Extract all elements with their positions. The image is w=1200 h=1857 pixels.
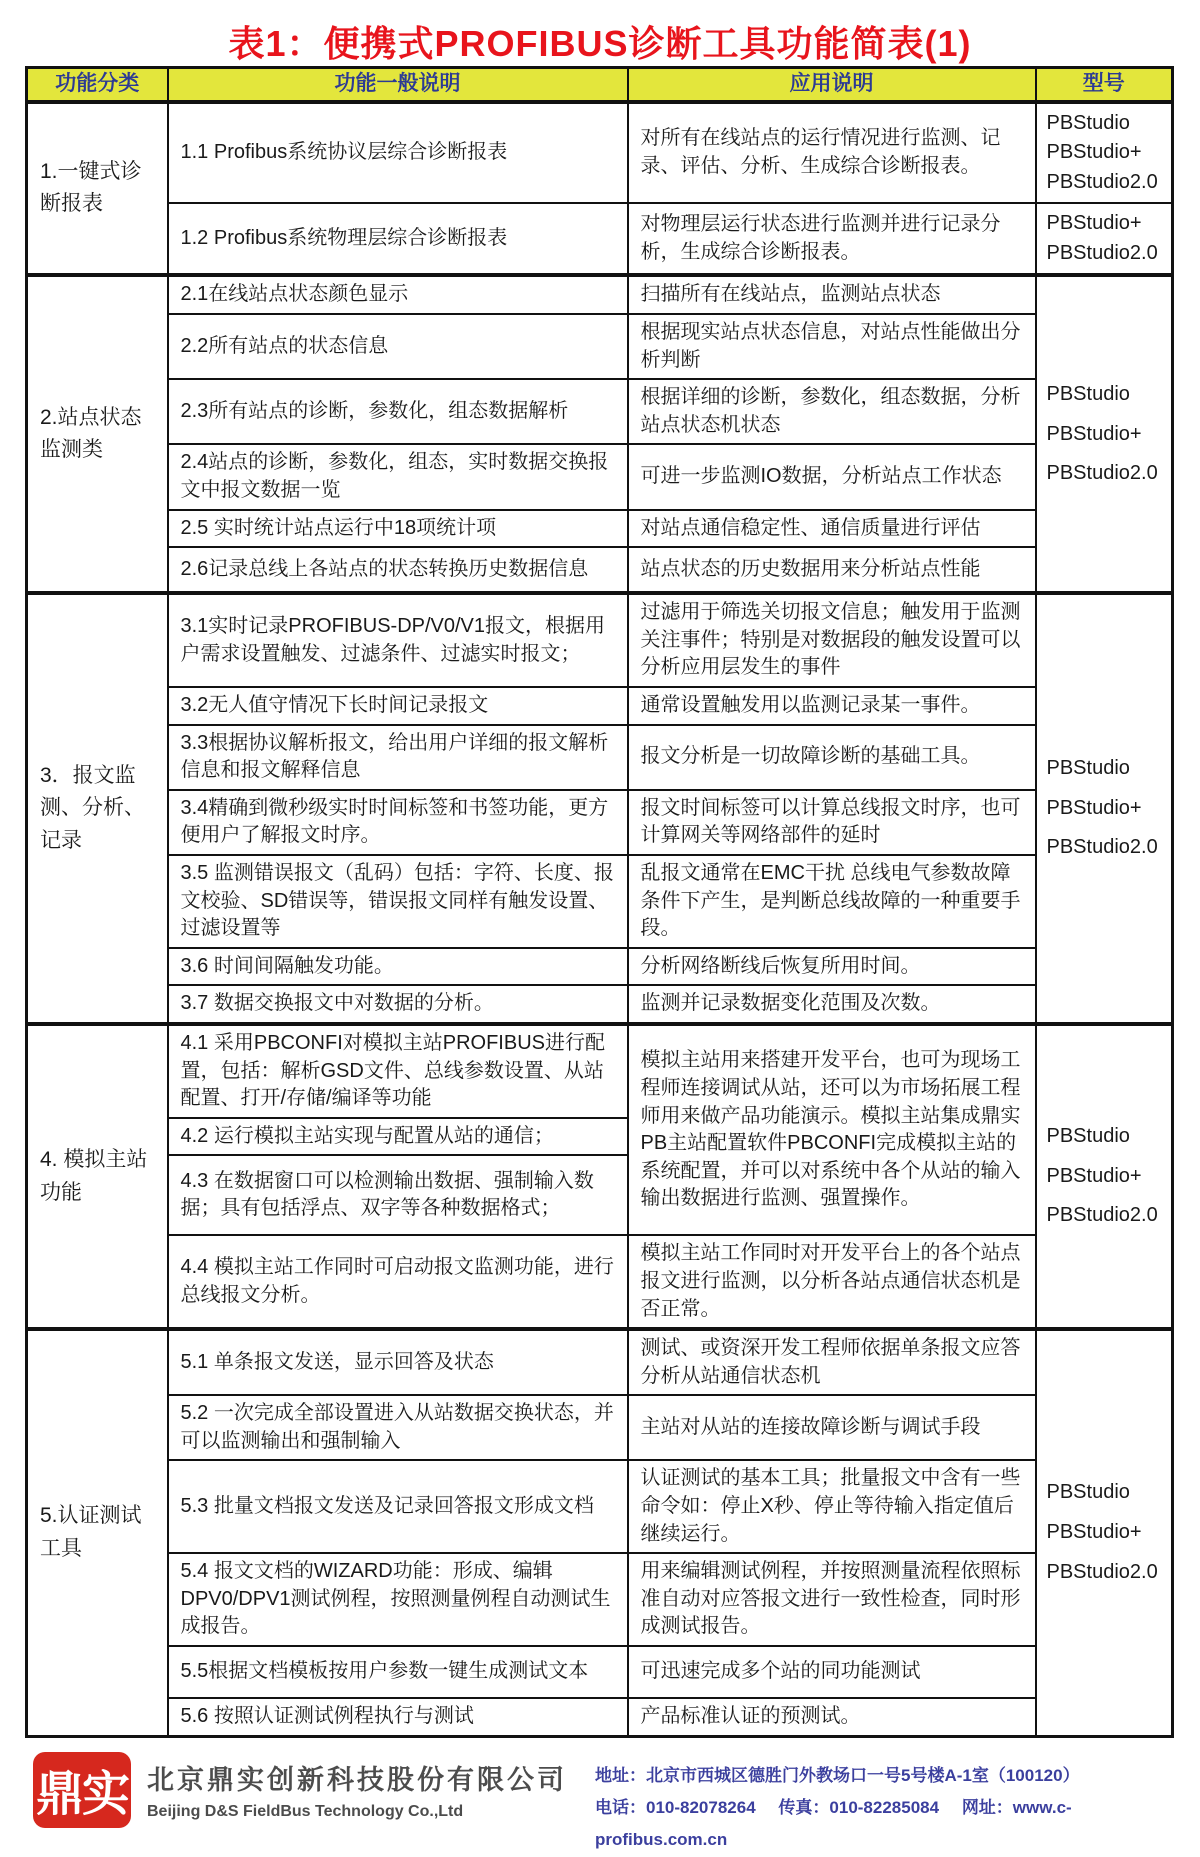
table-row [27,948,1173,986]
table-row [27,1395,1173,1460]
category-1: 1.一键式诊断报表 [27,102,168,276]
model-line: PBStudio2.0 [1046,1560,1158,1583]
model-line: PBStudio2.0 [1046,170,1158,193]
app-5-4: 用来编辑测试例程，并按照测量流程依照标准自动对应答报文进行一致性检查，同时形成测试报告。 [628,1553,1036,1646]
table-row [27,275,1173,314]
app-5-6: 产品标准认证的预测试。 [628,1698,1036,1736]
model-line: PBStudio+ [1046,1521,1142,1544]
desc-3-2: 3.2无人值守情况下长时间记录报文 [168,687,628,725]
model-line: PBStudio2.0 [1046,836,1158,859]
header-model: 型号 [1036,68,1173,102]
app-4-1-3: 模拟主站用来搭建开发平台，也可为现场工程师连接调试从站，还可以为市场拓展工程师用来做产品功能演示。模拟主站集成鼎实PB主站配置软件PBCONFI完成模拟主站的系统配置，并可以对系统中各个从站的输入输出数据进行监测、强置操作。 [628,1024,1036,1235]
app-1-2: 对物理层运行状态进行监测并进行记录分析，生成综合诊断报表。 [628,203,1036,275]
model-5 [1036,1329,1173,1736]
desc-5-5: 5.5根据文档模板按用户参数一键生成测试文本 [168,1646,628,1698]
app-2-4: 可进一步监测IO数据，分析站点工作状态 [628,444,1036,509]
table-row [27,1460,1173,1553]
desc-3-7: 3.7 数据交换报文中对数据的分析。 [168,985,628,1024]
app-3-2: 通常设置触发用以监测记录某一事件。 [628,687,1036,725]
app-5-3: 认证测试的基本工具；批量报文中含有一些命令如：停止X秒、停止等待输入指定值后继续运行。 [628,1460,1036,1553]
header-category: 功能分类 [27,68,168,102]
table-row [27,314,1173,379]
model-line: PBStudio2.0 [1046,1204,1158,1227]
model-line: PBStudio [1046,757,1130,780]
contact-line [595,1792,1200,1857]
company-phone: 电话：010-82078264 [595,1797,756,1817]
desc-2-5: 2.5 实时统计站点运行中18项统计项 [168,510,628,548]
header-application: 应用说明 [628,68,1036,102]
app-5-5: 可迅速完成多个站的同功能测试 [628,1646,1036,1698]
table-row [27,687,1173,725]
table-row [27,1235,1173,1329]
model-line: PBStudio [1046,111,1130,134]
model-line: PBStudio2.0 [1046,462,1158,485]
model-1-1 [1036,102,1173,204]
model-2 [1036,275,1173,593]
table-header-row [27,68,1173,102]
category-3: 3．报文监测、分析、记录 [27,593,168,1024]
desc-3-5: 3.5 监测错误报文（乱码）包括：字符、长度、报文校验、SD错误等，错误报文同样有触发设置、过滤设置等 [168,855,628,948]
desc-2-1: 2.1在线站点状态颜色显示 [168,275,628,314]
model-line: PBStudio+ [1046,1164,1142,1187]
desc-3-6: 3.6 时间间隔触发功能。 [168,948,628,986]
table-row [27,1698,1173,1736]
table-row [27,1024,1173,1118]
app-2-3: 根据详细的诊断，参数化，组态数据，分析站点状态机状态 [628,379,1036,444]
table-row [27,444,1173,509]
app-1-1: 对所有在线站点的运行情况进行监测、记录、评估、分析、生成综合诊断报表。 [628,102,1036,204]
company-name-block [147,1752,567,1821]
app-2-1: 扫描所有在线站点，监测站点状态 [628,275,1036,314]
app-3-6: 分析网络断线后恢复所用时间。 [628,948,1036,986]
company-name-cn: 北京鼎实创新科技股份有限公司 [147,1764,567,1795]
desc-3-3: 3.3根据协议解析报文，给出用户详细的报文解析信息和报文解释信息 [168,725,628,790]
company-address: 地址：北京市西城区德胜门外教场口一号5号楼A-1室（100120） [595,1765,1080,1785]
category-5: 5.认证测试工具 [27,1329,168,1736]
model-line: PBStudio+ [1046,212,1142,235]
table-row [27,1553,1173,1646]
app-3-5: 乱报文通常在EMC干扰 总线电气参数故障条件下产生，是判断总线故障的一种重要手段。 [628,855,1036,948]
desc-1-2: 1.2 Profibus系统物理层综合诊断报表 [168,203,628,275]
page-title: 表1：便携式PROFIBUS诊断工具功能简表(1) [228,23,972,64]
model-1-2 [1036,203,1173,275]
category-4: 4. 模拟主站功能 [27,1024,168,1329]
model-line: PBStudio+ [1046,141,1142,164]
company-fax: 传真：010-82285084 [778,1797,940,1817]
desc-2-4: 2.4站点的诊断，参数化，组态，实时数据交换报文中报文数据一览 [168,444,628,509]
table-row [27,1646,1173,1698]
table-row [27,379,1173,444]
table-row [27,102,1173,204]
table-row [27,1329,1173,1395]
desc-5-3: 5.3 批量文档报文发送及记录回答报文形成文档 [168,1460,628,1553]
desc-5-2: 5.2 一次完成全部设置进入从站数据交换状态，并可以监测输出和强制输入 [168,1395,628,1460]
model-3 [1036,593,1173,1024]
desc-4-3: 4.3 在数据窗口可以检测输出数据、强制输入数据；具有包括浮点、双字等各种数据格式； [168,1155,628,1235]
app-3-7: 监测并记录数据变化范围及次数。 [628,985,1036,1024]
model-line: PBStudio+ [1046,422,1142,445]
category-2: 2.站点状态监测类 [27,275,168,593]
company-name-en: Beijing D&S FieldBus Technology Co.,Ltd [147,1802,464,1820]
table-row [27,855,1173,948]
table-row [27,593,1173,687]
model-4 [1036,1024,1173,1329]
desc-4-1: 4.1 采用PBCONFI对模拟主站PROFIBUS进行配置，包括：解析GSD文件、总线参数设置、从站配置、打开/存储/编译等功能 [168,1024,628,1118]
table-row [27,203,1173,275]
desc-5-4: 5.4 报文文档的WIZARD功能：形成、编辑DPV0/DPV1测试例程，按照测量例程自动测试生成报告。 [168,1553,628,1646]
app-3-3: 报文分析是一切故障诊断的基础工具。 [628,725,1036,790]
header-description: 功能一般说明 [168,68,628,102]
page-footer [33,1752,1200,1857]
desc-3-1: 3.1实时记录PROFIBUS-DP/V0/V1报文，根据用户需求设置触发、过滤条件、过滤实时报文； [168,593,628,687]
table-row [27,725,1173,790]
desc-5-1: 5.1 单条报文发送，显示回答及状态 [168,1329,628,1395]
model-line: PBStudio [1046,1481,1130,1504]
model-line: PBStudio [1046,382,1130,405]
table-row [27,547,1173,593]
desc-2-6: 2.6记录总线上各站点的状态转换历史数据信息 [168,547,628,593]
company-website: 网址：www.c-profibus.com.cn [595,1797,1072,1850]
function-table [25,66,1174,1738]
desc-4-2: 4.2 运行模拟主站实现与配置从站的通信； [168,1118,628,1156]
desc-3-4: 3.4精确到微秒级实时时间标签和书签功能，更方便用户了解报文时序。 [168,790,628,855]
model-line: PBStudio2.0 [1046,241,1158,264]
desc-2-3: 2.3所有站点的诊断，参数化，组态数据解析 [168,379,628,444]
app-2-2: 根据现实站点状态信息，对站点性能做出分析判断 [628,314,1036,379]
contact-block [595,1752,1200,1857]
desc-2-2: 2.2所有站点的状态信息 [168,314,628,379]
app-3-1: 过滤用于筛选关切报文信息；触发用于监测关注事件；特别是对数据段的触发设置可以分析应用层发生的事件 [628,593,1036,687]
desc-4-4: 4.4 模拟主站工作同时可启动报文监测功能，进行总线报文分析。 [168,1235,628,1329]
model-line: PBStudio [1046,1125,1130,1148]
company-seal-logo: 鼎实 [33,1752,131,1828]
app-5-2: 主站对从站的连接故障诊断与调试手段 [628,1395,1036,1460]
table-row [27,985,1173,1024]
table-row [27,790,1173,855]
app-2-6: 站点状态的历史数据用来分析站点性能 [628,547,1036,593]
app-5-1: 测试、或资深开发工程师依据单条报文应答分析从站通信状态机 [628,1329,1036,1395]
model-line: PBStudio+ [1046,796,1142,819]
table-row [27,510,1173,548]
desc-5-6: 5.6 按照认证测试例程执行与测试 [168,1698,628,1736]
desc-1-1: 1.1 Profibus系统协议层综合诊断报表 [168,102,628,204]
app-3-4: 报文时间标签可以计算总线报文时序，也可计算网关等网络部件的延时 [628,790,1036,855]
app-4-4: 模拟主站工作同时对开发平台上的各个站点报文进行监测，以分析各站点通信状态机是否正常。 [628,1235,1036,1329]
app-2-5: 对站点通信稳定性、通信质量进行评估 [628,510,1036,548]
